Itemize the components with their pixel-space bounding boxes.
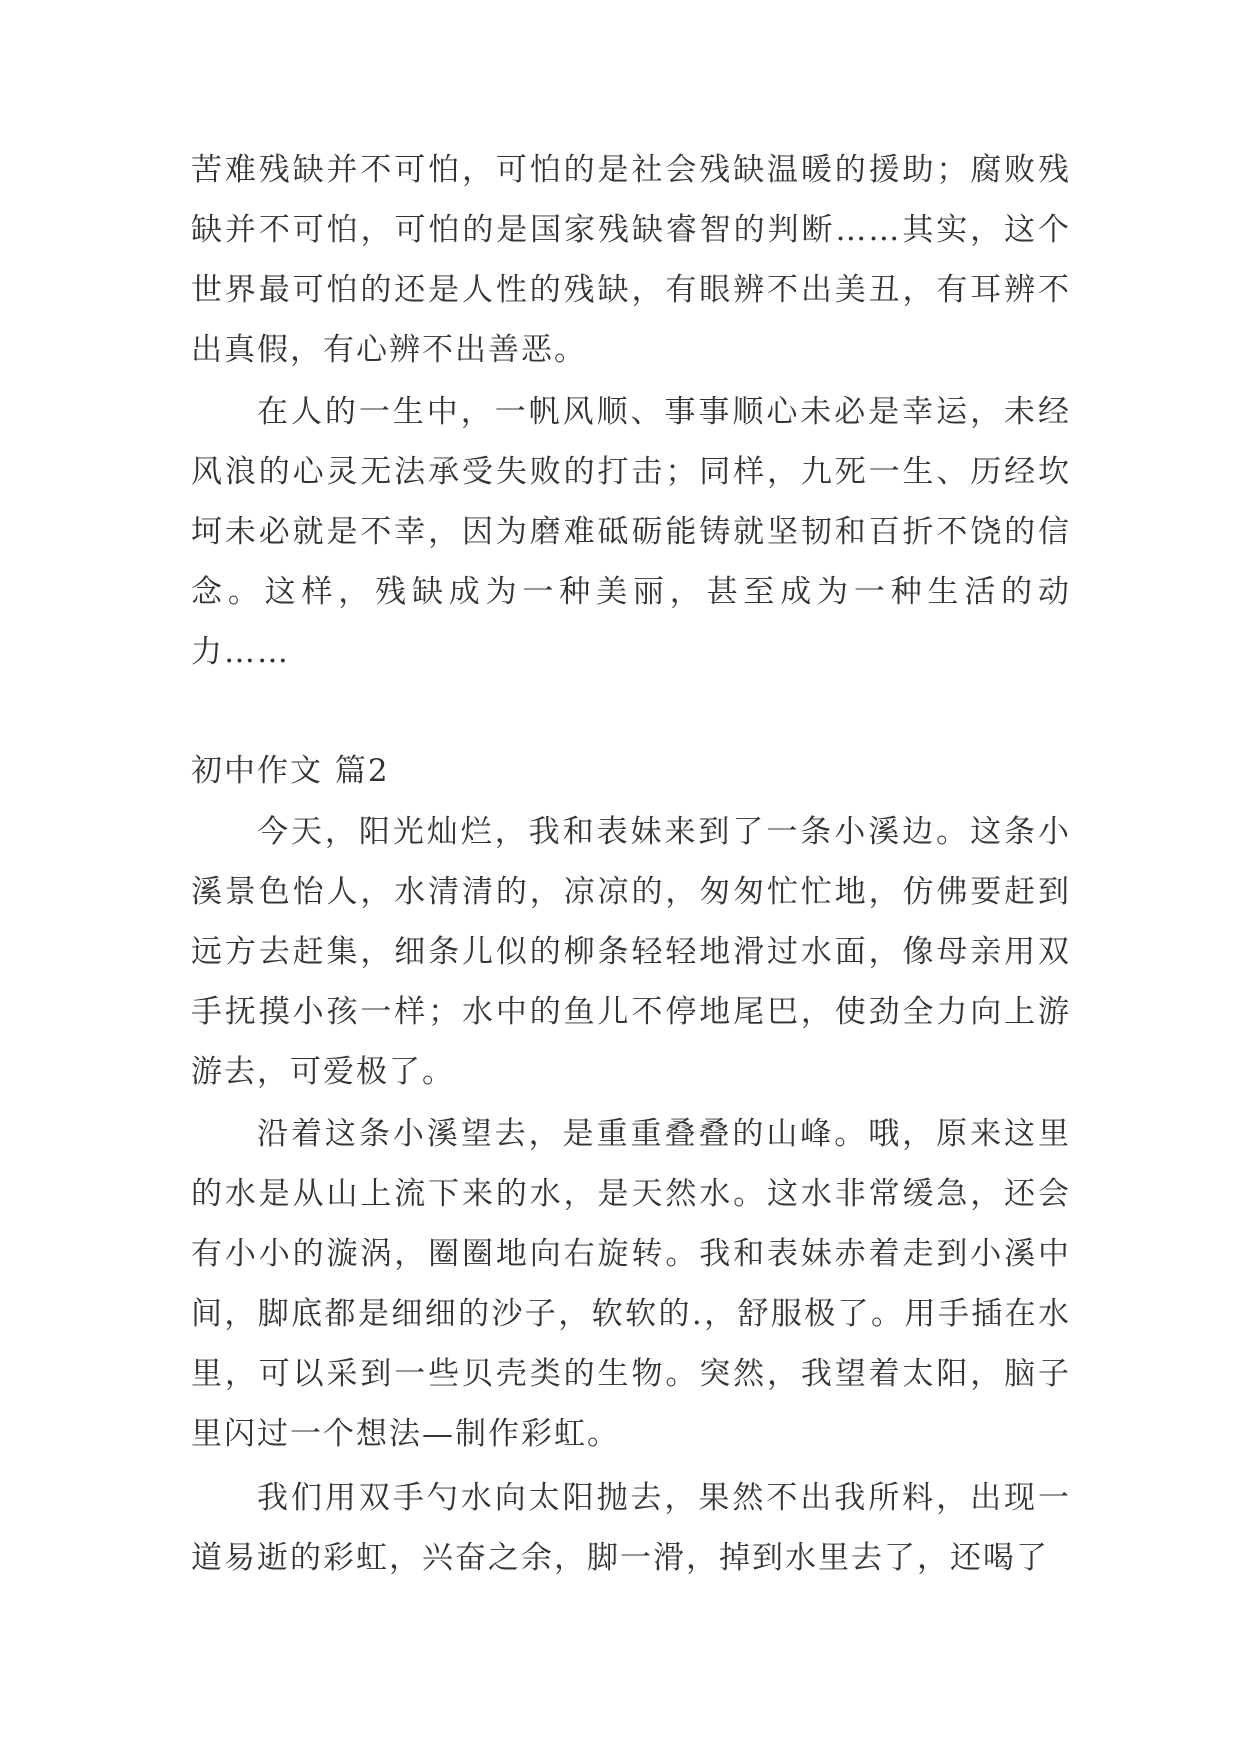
section-paragraph-2: 沿着这条小溪望去，是重重叠叠的山峰。哦，原来这里的水是从山上流下来的水，是天然水。这水非常缓急，还会有小小的漩涡，圈圈地向右旋转。我和表妹赤着走到小溪中间，脚底都是细细的沙子，软软的.，舒服极了。用手插在水里，可以采到一些贝壳类的生物。突然，我望着太阳，脑子里闪过一个想法—制作彩虹。 bbox=[191, 1116, 1071, 1452]
paragraph-1: 苦难残缺并不可怕，可怕的是社会残缺温暖的援助；腐败残缺并不可怕，可怕的是国家残缺睿智的判断……其实，这个世界最可怕的还是人性的残缺，有眼辨不出美丑，有耳辨不出真假，有心辨不出善恶。 bbox=[191, 152, 1071, 368]
paragraph-2: 在人的一生中，一帆风顺、事事顺心未必是幸运，未经风浪的心灵无法承受失败的打击；同样，九死一生、历经坎坷未必就是不幸，因为磨难砥砺能铸就坚韧和百折不饶的信念。这样，残缺成为一种美丽，甚至成为一种生活的动力…… bbox=[191, 394, 1071, 670]
section-paragraph-3: 我们用双手勺水向太阳抛去，果然不出我所料，出现一道易逝的彩虹，兴奋之余，脚一滑，掉到水里去了，还喝了 bbox=[191, 1480, 1071, 1576]
section-paragraph-1: 今天，阳光灿烂，我和表妹来到了一条小溪边。这条小溪景色怡人，水清清的，凉凉的，匆匆忙忙地，仿佛要赶到远方去赶集，细条儿似的柳条轻轻地滑过水面，像母亲用双手抚摸小孩一样；水中的鱼儿不停地尾巴，使劲全力向上游游去，可爱极了。 bbox=[191, 814, 1071, 1090]
section-title: 初中作文 篇2 bbox=[191, 753, 390, 789]
